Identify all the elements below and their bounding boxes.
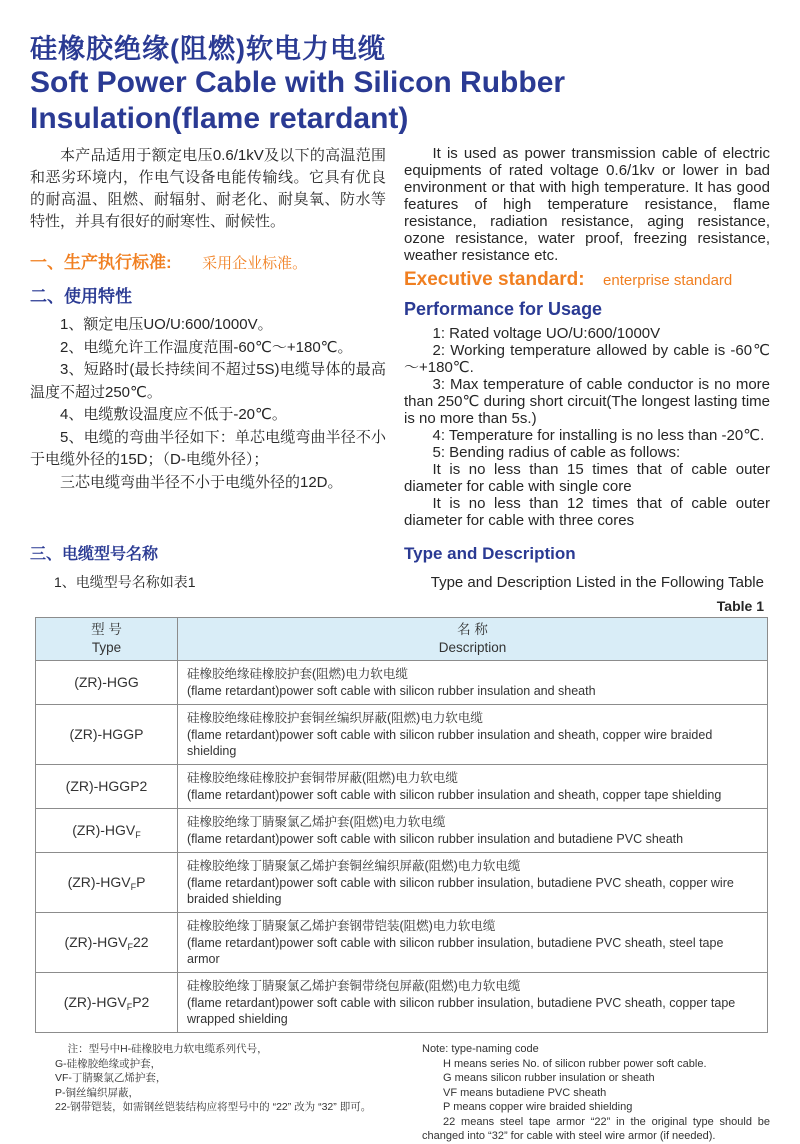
note-line-en: P means copper wire braided shielding: [443, 1101, 633, 1113]
section1-value-cn: 采用企业标准。: [202, 255, 308, 272]
table-header-description: [178, 618, 768, 661]
description-en: (flame retardant)power soft cable with silicon rubber insulation and butadiene PVC sheath: [187, 832, 684, 846]
type-cell: [36, 809, 178, 853]
type-code-suffix: P2: [132, 993, 150, 1010]
type-code-subscript: F: [126, 1001, 133, 1012]
performance-item-en: 5: Bending radius of cable as follows:: [432, 444, 681, 461]
usage-item-cn: 三芯电缆弯曲半径不小于电缆外径的12D。: [60, 473, 343, 491]
column-chinese: [30, 145, 386, 529]
note-line-cn: VF-丁腈聚氯乙烯护套，: [55, 1072, 167, 1084]
section3-subtext-en: Type and Description Listed in the Following Table: [430, 574, 764, 591]
type-cell: [36, 705, 178, 765]
table-row: [36, 765, 768, 809]
description-cell: [178, 913, 768, 973]
type-code-suffix: P: [136, 873, 146, 890]
description-en: (flame retardant)power soft cable with silicon rubber insulation, butadiene PVC sheath, steel tape armor: [187, 936, 724, 966]
type-code: (ZR)-HGV: [63, 993, 127, 1010]
performance-item-en: It is no less than 15 times that of cable outer diameter for cable with single core: [404, 461, 770, 495]
footnote-cn: [30, 1042, 420, 1144]
description-cn: 硅橡胶绝缘丁腈聚氯乙烯护套铜带绕包屏蔽(阻燃)电力软电缆: [187, 979, 521, 993]
section3-heading-en: Type and Description: [404, 544, 576, 563]
description-cell: [178, 705, 768, 765]
usage-item-cn: 2、电缆允许工作温度范围-60℃～+180℃。: [60, 338, 353, 356]
note-line-cn: P-铜丝编织屏蔽，: [55, 1086, 139, 1099]
type-code-subscript: F: [135, 829, 141, 840]
document-title-en: [30, 65, 770, 137]
section3-heading-cn: 三、电缆型号名称: [30, 546, 159, 563]
note-line-cn: 22-钢带铠装，如需钢丝铠装结构应将型号中的 “22” 改为 “32” 即可。: [55, 1101, 372, 1113]
document-title-cn: 硅橡胶绝缘(阻燃)软电力电缆: [30, 34, 386, 64]
usage-list-cn: [30, 314, 386, 494]
performance-heading: Performance for Usage: [404, 299, 603, 319]
performance-item-en: 3: Max temperature of cable conductor is no more than 250℃ during short circuit(The longest lasting time is no more than 5s.): [404, 376, 770, 427]
note-line-en: G means silicon rubber insulation or sheath: [443, 1072, 655, 1084]
type-description-table: [35, 617, 768, 1033]
description-en: (flame retardant)power soft cable with silicon rubber insulation, butadiene PVC sheath, copper tape wrapped shielding: [187, 996, 736, 1026]
description-cn: 硅橡胶绝缘丁腈聚氯乙烯护套(阻燃)电力软电缆: [187, 815, 446, 829]
description-cn: 硅橡胶绝缘硅橡胶护套铜丝编织屏蔽(阻燃)电力软电缆: [187, 711, 483, 725]
section3-row: [30, 541, 770, 564]
description-cell: [178, 661, 768, 705]
type-code: (ZR)-HGV: [64, 933, 128, 950]
executive-standard-heading: Executive standard:: [404, 269, 585, 290]
section3-subtext-cn: 1、电缆型号名称如表1: [54, 574, 196, 590]
type-cell: [36, 913, 178, 973]
section3-subrow: [30, 572, 770, 592]
table-row: [36, 705, 768, 765]
type-code: (ZR)-HGGP2: [65, 777, 148, 794]
table-row: [36, 913, 768, 973]
description-cn: 硅橡胶绝缘硅橡胶护套铜带屏蔽(阻燃)电力软电缆: [187, 771, 458, 785]
intro-paragraph-en: It is used as power transmission cable of electric equipments of rated voltage 0.6/1kv or lower in bad environment or that with high temperature. It has good features of high temperature resistance, flame resistance, radiation resistance, aging resistance, ozone resistance, water proof, freezing resistance, weather resistance etc.: [404, 145, 770, 264]
table-row: [36, 661, 768, 705]
description-cell: [178, 973, 768, 1033]
table-header-desc-cn: 名 称: [457, 622, 488, 637]
executive-standard-row: [404, 269, 770, 291]
table-header-type-cn: 型 号: [91, 622, 122, 637]
description-cn: 硅橡胶绝缘丁腈聚氯乙烯护套铜丝编织屏蔽(阻燃)电力软电缆: [187, 859, 521, 873]
usage-item-cn: 5、电缆的弯曲半径如下：单芯电缆弯曲半径不小于电缆外径的15D；（D-电缆外径）；: [30, 428, 386, 468]
footnote-en: [420, 1042, 770, 1144]
description-en: (flame retardant)power soft cable with silicon rubber insulation and sheath, copper tape shielding: [187, 788, 722, 802]
intro-paragraph-cn: 本产品适用于额定电压0.6/1kV及以下的高温范围和恶劣环境内，作电气设备电能传输线。它具有优良的耐高温、阻燃、耐辐射、耐老化、耐臭氧、防水等特性，并具有很好的耐寒性、耐候性。: [30, 147, 386, 230]
table-row: [36, 853, 768, 913]
type-code: (ZR)-HGV: [67, 873, 131, 890]
description-cn: 硅橡胶绝缘硅橡胶护套(阻燃)电力软电缆: [187, 667, 408, 681]
description-cn: 硅橡胶绝缘丁腈聚氯乙烯护套钢带铠装(阻燃)电力软电缆: [187, 919, 496, 933]
document-title-en-line2: Insulation(flame retardant): [30, 102, 409, 135]
table-row: [36, 809, 768, 853]
section2-heading-cn: 二、使用特性: [30, 287, 132, 306]
usage-item-cn: 3、短路时(最长持续间不超过5S)电缆导体的最高温度不超过250℃。: [30, 361, 386, 401]
column-english: [404, 145, 770, 529]
type-code-subscript: F: [130, 881, 137, 892]
footnotes: [30, 1042, 770, 1144]
description-en: (flame retardant)power soft cable with silicon rubber insulation and sheath: [187, 684, 596, 698]
table-row: [36, 973, 768, 1033]
description-cell: [178, 765, 768, 809]
type-cell: [36, 973, 178, 1033]
performance-item-en: It is no less than 12 times that of cable outer diameter for cable with three cores: [404, 495, 770, 529]
document-title-en-line1: Soft Power Cable with Silicon Rubber: [30, 66, 566, 99]
type-code: (ZR)-HGV: [72, 821, 136, 838]
table-header-row: [36, 618, 768, 661]
type-code-subscript: F: [127, 941, 133, 952]
type-code: (ZR)-HGG: [74, 673, 139, 690]
description-cell: [178, 809, 768, 853]
description-en: (flame retardant)power soft cable with silicon rubber insulation, butadiene PVC sheath, copper wire braided shielding: [187, 876, 734, 906]
performance-item-en: 2: Working temperature allowed by cable is -60℃～+180℃.: [404, 342, 770, 376]
note-line-cn: G-硅橡胶绝缘或护套，: [55, 1057, 162, 1070]
performance-item-en: 4: Temperature for installing is no less than -20℃.: [432, 427, 765, 444]
type-cell: [36, 853, 178, 913]
performance-list-en: [404, 325, 770, 529]
type-cell: [36, 765, 178, 809]
note-line-en: Note: type-naming code: [422, 1043, 539, 1055]
note-line-en: 22 means steel tape armor “22” in the original type should be changed into “32” for cable with steel wire armor (if needed).: [422, 1115, 770, 1142]
section1-heading-cn: 一、生产执行标准:: [30, 253, 172, 272]
table-header-desc-en: Description: [438, 640, 507, 655]
type-code-suffix: 22: [132, 933, 149, 950]
table-header-type: [36, 618, 178, 661]
type-code: (ZR)-HGGP: [69, 725, 144, 742]
usage-item-cn: 4、电缆敷设温度应不低于-20℃。: [60, 406, 287, 423]
table-label: Table 1: [716, 598, 764, 614]
type-cell: [36, 661, 178, 705]
usage-item-cn: 1、额定电压UO/U:600/1000V。: [60, 316, 273, 333]
section1-row: [30, 248, 386, 273]
description-en: (flame retardant)power soft cable with silicon rubber insulation and sheath, copper wire braided shielding: [187, 728, 713, 758]
note-line-en: H means series No. of silicon rubber power soft cable.: [443, 1057, 707, 1070]
performance-item-en: 1: Rated voltage UO/U:600/1000V: [432, 325, 661, 342]
table-header-type-en: Type: [91, 640, 122, 655]
executive-standard-value: enterprise standard: [603, 272, 733, 289]
note-line-en: VF means butadiene PVC sheath: [443, 1086, 607, 1099]
description-cell: [178, 853, 768, 913]
note-line-cn: 注：型号中H-硅橡胶电力软电缆系列代号，: [67, 1043, 268, 1055]
two-column-body: [30, 145, 770, 529]
